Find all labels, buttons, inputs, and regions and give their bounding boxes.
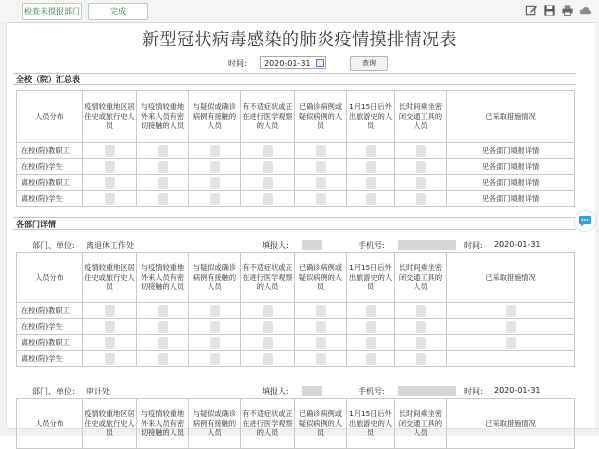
data-cell xyxy=(83,191,137,207)
header-cell: 疫情较重地区居住史或旅行史人员 xyxy=(83,253,137,303)
redacted-value xyxy=(316,353,326,365)
row-label: 在校(院)学生 xyxy=(17,319,83,335)
redacted-value xyxy=(210,337,220,349)
data-cell xyxy=(347,351,395,367)
data-cell xyxy=(83,175,137,191)
dept-header-row xyxy=(17,253,575,303)
filler-redacted xyxy=(302,386,322,396)
redacted-value xyxy=(366,145,376,157)
header-cell: 已确诊病例或疑似病例的人员 xyxy=(295,253,347,303)
row-label: 离校(院)教职工 xyxy=(17,175,83,191)
edit-icon[interactable] xyxy=(525,4,538,17)
redacted-value xyxy=(263,305,273,317)
complete-button[interactable]: 完成 xyxy=(88,3,148,20)
table-row xyxy=(17,143,575,159)
redacted-value xyxy=(366,193,376,205)
redacted-value xyxy=(158,161,168,173)
data-cell xyxy=(83,303,137,319)
data-cell xyxy=(395,159,447,175)
data-cell xyxy=(395,351,447,367)
dept-date: 2020-01-31 xyxy=(494,240,541,249)
data-cell xyxy=(83,143,137,159)
date-input[interactable] xyxy=(260,56,326,69)
redacted-value xyxy=(316,305,326,317)
header-cell: 长时间乘坐密闭交通工具的人员 xyxy=(395,399,447,449)
header-cell: 与疑似或确诊病例有接触的人员 xyxy=(189,91,241,143)
table-row xyxy=(17,351,575,367)
data-cell xyxy=(241,175,295,191)
redacted-value xyxy=(158,177,168,189)
header-cell: 长时间乘坐密闭交通工具的人员 xyxy=(395,91,447,143)
redacted-value xyxy=(416,305,426,317)
data-cell xyxy=(241,159,295,175)
data-cell xyxy=(295,303,347,319)
header-cell: 有不适症状或正在进行医学观察的人员 xyxy=(241,253,295,303)
data-cell xyxy=(241,319,295,335)
header-cell: 1月15日后外出旅游史的人员 xyxy=(347,253,395,303)
header-cell: 与疑似或确诊病例有接触的人员 xyxy=(189,399,241,449)
row-label: 离校(院)学生 xyxy=(17,191,83,207)
left-edge-bar xyxy=(0,22,7,436)
filler-label: 填报人: xyxy=(262,241,289,250)
data-cell xyxy=(395,143,447,159)
data-cell xyxy=(189,191,241,207)
data-cell xyxy=(137,191,189,207)
header-cell: 人员分布 xyxy=(17,91,83,143)
redacted-value xyxy=(316,193,326,205)
chat-icon xyxy=(578,214,592,228)
header-cell: 已采取措施情况 xyxy=(447,399,575,449)
data-cell xyxy=(347,143,395,159)
data-cell xyxy=(347,159,395,175)
measure-cell: 见各部门填报详情 xyxy=(447,159,575,175)
top-toolbar xyxy=(0,0,599,23)
redacted-value xyxy=(416,193,426,205)
print-icon[interactable] xyxy=(561,4,574,17)
data-cell xyxy=(189,303,241,319)
summary-table xyxy=(16,90,575,207)
header-cell: 已采取措施情况 xyxy=(447,253,575,303)
header-cell: 已确诊病例或疑似病例的人员 xyxy=(295,399,347,449)
phone-redacted xyxy=(398,240,456,250)
data-cell xyxy=(137,351,189,367)
dept-header-row xyxy=(17,399,575,449)
redacted-value xyxy=(210,177,220,189)
redacted-value xyxy=(105,193,115,205)
redacted-value xyxy=(210,145,220,157)
save-icon[interactable] xyxy=(543,4,556,17)
redacted-value xyxy=(263,177,273,189)
row-label: 在校(院)学生 xyxy=(17,159,83,175)
redacted-value xyxy=(105,305,115,317)
data-cell xyxy=(189,175,241,191)
data-cell xyxy=(83,159,137,175)
query-button[interactable]: 查询 xyxy=(350,56,388,71)
redacted-value xyxy=(263,337,273,349)
data-cell xyxy=(295,143,347,159)
time-label: 时间: xyxy=(464,387,483,396)
time-label: 时间: xyxy=(464,241,483,250)
redacted-value xyxy=(158,321,168,333)
header-cell: 1月15日后外出旅游史的人员 xyxy=(347,91,395,143)
header-cell: 1月15日后外出旅游史的人员 xyxy=(347,399,395,449)
redacted-value xyxy=(105,161,115,173)
table-row xyxy=(17,335,575,351)
data-cell xyxy=(83,335,137,351)
redacted-value xyxy=(416,177,426,189)
upload-icon[interactable] xyxy=(579,4,592,17)
chat-widget-button[interactable] xyxy=(574,210,596,232)
redacted-value xyxy=(158,145,168,157)
redacted-value xyxy=(316,161,326,173)
table-row xyxy=(17,319,575,335)
data-cell xyxy=(347,303,395,319)
header-cell: 人员分布 xyxy=(17,399,83,449)
dept-date: 2020-01-31 xyxy=(494,386,541,395)
redacted-value xyxy=(316,337,326,349)
data-cell xyxy=(137,335,189,351)
date-label: 时间: xyxy=(228,59,247,68)
redacted-value xyxy=(416,337,426,349)
data-cell xyxy=(241,191,295,207)
header-cell: 与疫情较重地外来人员有密切接触的人员 xyxy=(137,399,189,449)
data-cell xyxy=(137,319,189,335)
data-cell xyxy=(83,351,137,367)
redacted-value xyxy=(158,305,168,317)
header-cell: 与疫情较重地外来人员有密切接触的人员 xyxy=(137,91,189,143)
redacted-value xyxy=(316,321,326,333)
redacted-value xyxy=(105,145,115,157)
table-row xyxy=(17,159,575,175)
data-cell xyxy=(347,319,395,335)
redacted-value xyxy=(506,337,516,349)
table-row xyxy=(17,191,575,207)
summary-section-heading: 全校（院）汇总表 xyxy=(13,73,576,85)
dept-label: 部门、单位: xyxy=(32,387,75,396)
check-unreported-depts-button[interactable]: 检查未提报部门 xyxy=(22,3,82,20)
data-cell xyxy=(395,319,447,335)
phone-label: 手机号: xyxy=(358,241,385,250)
filler-label: 填报人: xyxy=(262,387,289,396)
data-cell xyxy=(137,175,189,191)
data-cell xyxy=(447,335,575,351)
data-cell xyxy=(295,159,347,175)
redacted-value xyxy=(105,353,115,365)
redacted-value xyxy=(416,145,426,157)
redacted-value xyxy=(316,177,326,189)
data-cell xyxy=(295,191,347,207)
data-cell xyxy=(137,143,189,159)
data-cell xyxy=(137,303,189,319)
data-cell xyxy=(447,319,575,335)
redacted-value xyxy=(210,193,220,205)
data-cell xyxy=(189,143,241,159)
data-cell xyxy=(347,175,395,191)
redacted-value xyxy=(366,177,376,189)
measure-cell: 见各部门填报详情 xyxy=(447,191,575,207)
data-cell xyxy=(395,191,447,207)
data-cell xyxy=(395,335,447,351)
redacted-value xyxy=(105,177,115,189)
redacted-value xyxy=(416,321,426,333)
redacted-value xyxy=(210,305,220,317)
redacted-value xyxy=(210,353,220,365)
header-cell: 与疫情较重地外来人员有密切接触的人员 xyxy=(137,253,189,303)
phone-label: 手机号: xyxy=(358,387,385,396)
redacted-value xyxy=(263,353,273,365)
data-cell xyxy=(189,319,241,335)
redacted-value xyxy=(158,337,168,349)
data-cell xyxy=(241,335,295,351)
redacted-value xyxy=(105,337,115,349)
header-cell: 有不适症状或正在进行医学观察的人员 xyxy=(241,399,295,449)
data-cell xyxy=(241,351,295,367)
data-cell xyxy=(189,159,241,175)
dept-table xyxy=(16,252,575,367)
vertical-scrollbar[interactable] xyxy=(595,22,599,428)
data-cell xyxy=(295,319,347,335)
redacted-value xyxy=(263,161,273,173)
phone-redacted xyxy=(398,386,456,396)
redacted-value xyxy=(263,321,273,333)
summary-header-row xyxy=(17,91,575,143)
header-cell: 疫情较重地区居住史或旅行史人员 xyxy=(83,91,137,143)
header-cell: 人员分布 xyxy=(17,253,83,303)
redacted-value xyxy=(366,321,376,333)
dept-label: 部门、单位: xyxy=(32,241,75,250)
data-cell xyxy=(447,303,575,319)
row-label: 离校(院)学生 xyxy=(17,351,83,367)
detail-section-heading: 各部门详情 xyxy=(13,217,576,230)
row-label: 在校(院)教职工 xyxy=(17,303,83,319)
header-cell: 与疑似或确诊病例有接触的人员 xyxy=(189,253,241,303)
dept-name: 审计处 xyxy=(86,387,110,396)
redacted-value xyxy=(158,353,168,365)
row-label: 在校(院)教职工 xyxy=(17,143,83,159)
data-cell xyxy=(395,175,447,191)
redacted-value xyxy=(366,353,376,365)
date-value: 2020-01-31 xyxy=(264,59,311,68)
redacted-value xyxy=(263,193,273,205)
redacted-value xyxy=(366,161,376,173)
redacted-value xyxy=(105,321,115,333)
data-cell xyxy=(137,159,189,175)
measure-cell: 见各部门填报详情 xyxy=(447,143,575,159)
data-cell xyxy=(83,319,137,335)
data-cell xyxy=(189,335,241,351)
data-cell xyxy=(347,191,395,207)
redacted-value xyxy=(210,161,220,173)
row-label: 离校(院)教职工 xyxy=(17,335,83,351)
data-cell xyxy=(189,351,241,367)
header-cell: 长时间乘坐密闭交通工具的人员 xyxy=(395,253,447,303)
page-title: 新型冠状病毒感染的肺炎疫情摸排情况表 xyxy=(142,30,457,50)
measure-cell: 见各部门填报详情 xyxy=(447,175,575,191)
table-row xyxy=(17,175,575,191)
redacted-value xyxy=(366,305,376,317)
data-cell xyxy=(295,175,347,191)
redacted-value xyxy=(210,321,220,333)
header-cell: 已采取措施情况 xyxy=(447,91,575,143)
data-cell xyxy=(295,351,347,367)
redacted-value xyxy=(263,145,273,157)
redacted-value xyxy=(366,337,376,349)
redacted-value xyxy=(158,193,168,205)
header-cell: 已确诊病例或疑似病例的人员 xyxy=(295,91,347,143)
data-cell xyxy=(395,303,447,319)
data-cell xyxy=(241,143,295,159)
redacted-value xyxy=(506,305,516,317)
redacted-value xyxy=(316,145,326,157)
data-cell xyxy=(241,303,295,319)
table-row xyxy=(17,303,575,319)
filler-redacted xyxy=(302,240,322,250)
calendar-icon[interactable] xyxy=(316,59,324,67)
data-cell xyxy=(447,351,575,367)
redacted-value xyxy=(416,353,426,365)
data-cell xyxy=(347,335,395,351)
data-cell xyxy=(295,335,347,351)
redacted-value xyxy=(416,161,426,173)
dept-name: 离退休工作处 xyxy=(86,241,134,250)
header-cell: 有不适症状或正在进行医学观察的人员 xyxy=(241,91,295,143)
header-cell: 疫情较重地区居住史或旅行史人员 xyxy=(83,399,137,449)
dept-table xyxy=(16,398,575,449)
redacted-value xyxy=(506,321,516,333)
